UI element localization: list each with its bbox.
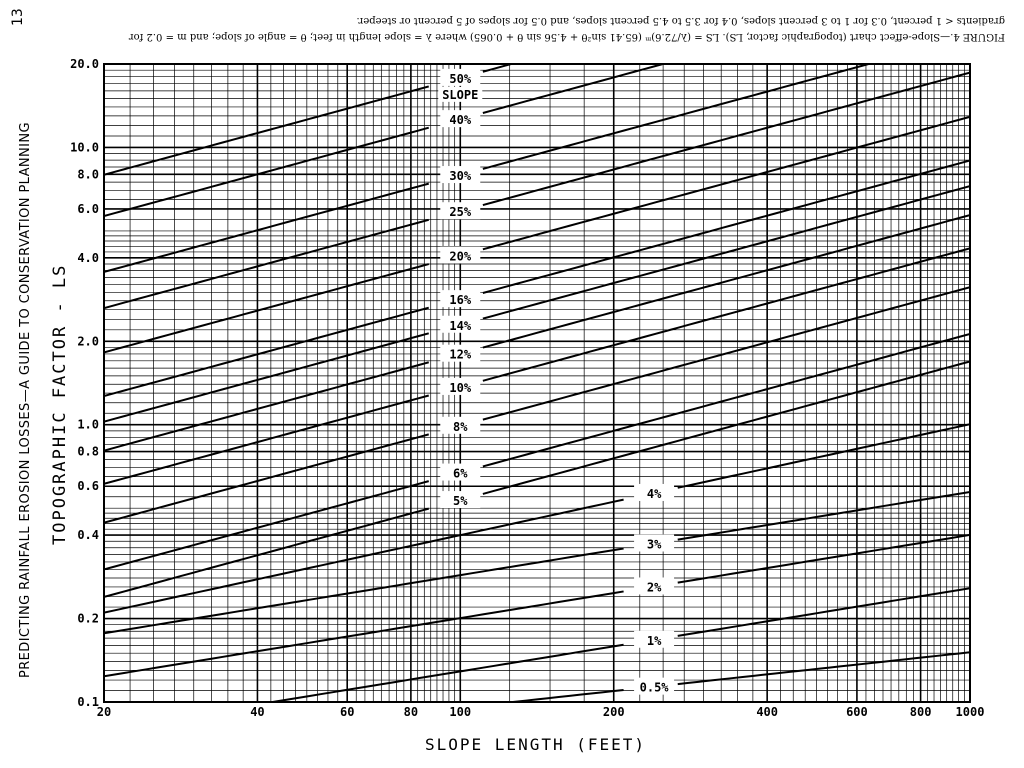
series-line [483,361,970,493]
series-label: 30% [449,169,472,184]
y-tick-label: 4.0 [77,250,99,265]
x-tick-label: 400 [756,705,779,719]
series-label: 25% [449,205,472,220]
series-label: 14% [449,318,472,333]
series-line [104,481,429,569]
figure-caption-line-2: gradients < 1 percent, 0.3 for 1 to 3 percent slopes, 0.4 for 3.5 to 4.5 percent slopes, and 0.5 for slopes of 5 percent or steeper. [356,15,1005,26]
x-tick-label: 80 [403,705,419,719]
series-line [483,0,970,72]
page-number: 13 [10,8,26,26]
series-line [483,186,970,318]
series-line [678,652,970,684]
x-tick-label: 100 [449,705,472,719]
y-tick-label: 1.0 [77,417,99,432]
running-head: PREDICTING RAINFALL EROSION LOSSES—A GUIDE TO CONSERVATION PLANNING [18,122,33,678]
x-tick-label: 60 [339,705,355,719]
y-tick-label: 0.1 [77,695,99,709]
series-label: 40% [449,113,472,128]
series-line [104,128,429,216]
x-axis-title: SLOPE LENGTH (FEET) [425,735,647,754]
x-tick-label: 1000 [955,705,985,719]
series-label: 50% [449,71,472,86]
series-line [104,184,429,272]
y-axis-title: TOPOGRAPHIC FACTOR - LS [50,263,70,545]
y-tick-label: 0.8 [77,444,99,459]
series-label: 2% [646,580,662,595]
series-line [104,86,429,174]
series-line [104,500,624,613]
series-line [104,434,429,522]
series-line [483,36,970,168]
series-label: 16% [449,293,472,308]
series-label: 4% [646,486,662,501]
series-line [104,690,624,747]
series-label: 12% [449,347,472,362]
y-tick-label: 2.0 [77,334,99,349]
series-line [104,645,624,730]
series-line [483,0,970,113]
series-line [483,160,970,292]
x-tick-label: 200 [602,705,625,719]
series-line [104,591,624,676]
x-tick-label: 800 [909,705,932,719]
series-line [483,117,970,249]
series-sublabel: SLOPE [442,87,479,102]
figure-caption-line-1: FIGURE 4.—Slope-effect chart (topographic factor, LS). LS = (λ/72.6)ᵐ (65.41 sin²θ + 4.56 sin θ + 0.065) where λ = slope length in feet; θ = angle of slope; and m = 0.2 for [128,31,1005,42]
series-label: 0.5% [639,680,669,695]
series-label: 6% [453,466,468,481]
y-tick-label: 0.4 [77,528,99,543]
series-line [678,492,970,540]
y-tick-label: 20.0 [70,57,99,71]
series-label: 8% [453,419,468,434]
series-label: 20% [449,249,472,264]
series-label: 3% [646,537,662,552]
series-line [104,548,624,633]
series-line [483,215,970,347]
series-line [678,424,970,488]
series-label: 10% [449,380,472,395]
y-tick-label: 8.0 [77,167,99,182]
y-tick-label: 10.0 [70,140,99,155]
y-tick-label: 6.0 [77,201,99,216]
y-tick-label: 0.2 [77,611,99,626]
y-tick-label: 0.6 [77,479,99,494]
x-tick-label: 20 [96,705,112,719]
series-label: 5% [453,494,468,509]
x-tick-label: 600 [846,705,868,719]
series-line [678,535,970,583]
series-line [104,308,429,396]
series-line [678,588,970,636]
series-label: 1% [646,633,662,648]
x-tick-label: 40 [250,705,265,719]
